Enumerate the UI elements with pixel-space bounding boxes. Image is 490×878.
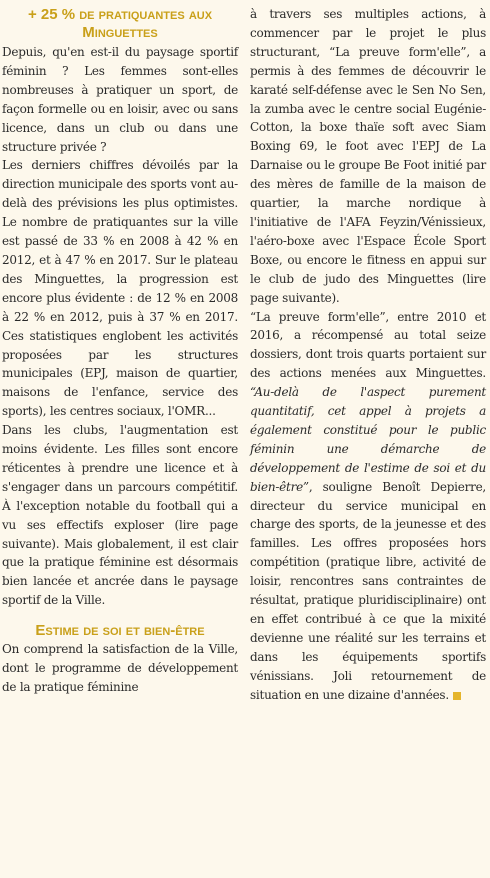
left-column bbox=[2, 0, 238, 697]
right-column bbox=[250, 0, 486, 705]
paragraph-actions: à travers ses multiples actions, à commencer par le projet le plus structurant, “La preuve form'elle”, a permis à des femmes de découvrir le karaté self-défense avec le Sen No Sen, la zumba avec le centre social Eugénie-Cotton, la boxe thaïe soft avec Siam Boxing 69, le foot avec l'EPJ de La Darnaise ou le groupe Be Foot initié par des mères de famille de la maison de quartier, la marche nordique à l'initiative de l'AFA Feyzin/Vénissieux, l'aéro-boxe avec l'Espace École Sport Boxe, ou encore le fitness en appui sur le club de judo des Minguettes (lire page suivante). bbox=[250, 7, 486, 305]
paragraph-satisfaction: On comprend la satisfaction de la Ville, dont le programme de développement de la pratique féminine bbox=[2, 642, 238, 694]
paragraph-clubs: Dans les clubs, l'augmentation est moins évidente. Les filles sont encore réticentes à prendre une licence et à s'engager dans un parcours compétitif. À l'exception notable du football qui a vu ses effectifs exploser (lire page suivante). Mais globalement, il est clair que la pratique féminine est désormais bien lancée et ancrée dans le paysage sportif de la Ville. bbox=[2, 423, 238, 608]
heading-pratiquantes: + 25 % de pratiquantes aux Minguettes bbox=[27, 6, 213, 41]
paragraph-chiffres: Les derniers chiffres dévoilés par la direction municipale des sports vont au-delà des prévisions les plus optimistes. Le nombre de pratiquantes sur la ville est passé de 33 % en 2008 à 42 % en 2012, et à 47 % en 2017. Sur le plateau des Minguettes, la progression est encore plus évidente : de 12 % en 2008 à 22 % en 2012, puis à 37 % en 2017. Ces statistiques englobent les activités proposées par les structures municipales (EPJ, maison de quartier, maisons de l'enfance, service des sports), les centres sociaux, l'OMR... bbox=[2, 158, 238, 419]
text-preuve-conclusion: , souligne Benoît Depierre, directeur du service municipal en charge des sports, de la jeunesse et des familles. Les offres proposées hors compétition (pratique libre, activité de loisir, rencontres sans contraintes de résultat, pratique pluridisciplinaire) ont en effet contribué à ce que la mixité devienne une réalité sur les terrains et dans les équipements sportifs vénissians. Joli retournement de situation en une dizaine d'années. bbox=[250, 479, 486, 702]
paragraph-preuve-formelle bbox=[250, 308, 486, 705]
text-preuve-intro: “La preuve form'elle”, entre 2010 et 2016, a récompensé au total seize dossiers, dont trois quarts portaient sur des actions menées aux Minguettes. bbox=[250, 309, 486, 381]
heading-estime: Estime de soi et bien-être bbox=[35, 622, 205, 640]
end-mark-square bbox=[453, 692, 461, 700]
paragraph-paysage: Depuis, qu'en est-il du paysage sportif féminin ? Les femmes sont-elles nombreuses à pratiquer un sport, de façon formelle ou en loisir, avec ou sans licence, dans un club ou dans une structure privée ? bbox=[2, 45, 238, 154]
quote-depierre: “Au-delà de l'aspect purement quantitatif, cet appel à projets a également constitué pour le public féminin une démarche de développement de l'estime de soi et du bien-être” bbox=[250, 385, 486, 494]
